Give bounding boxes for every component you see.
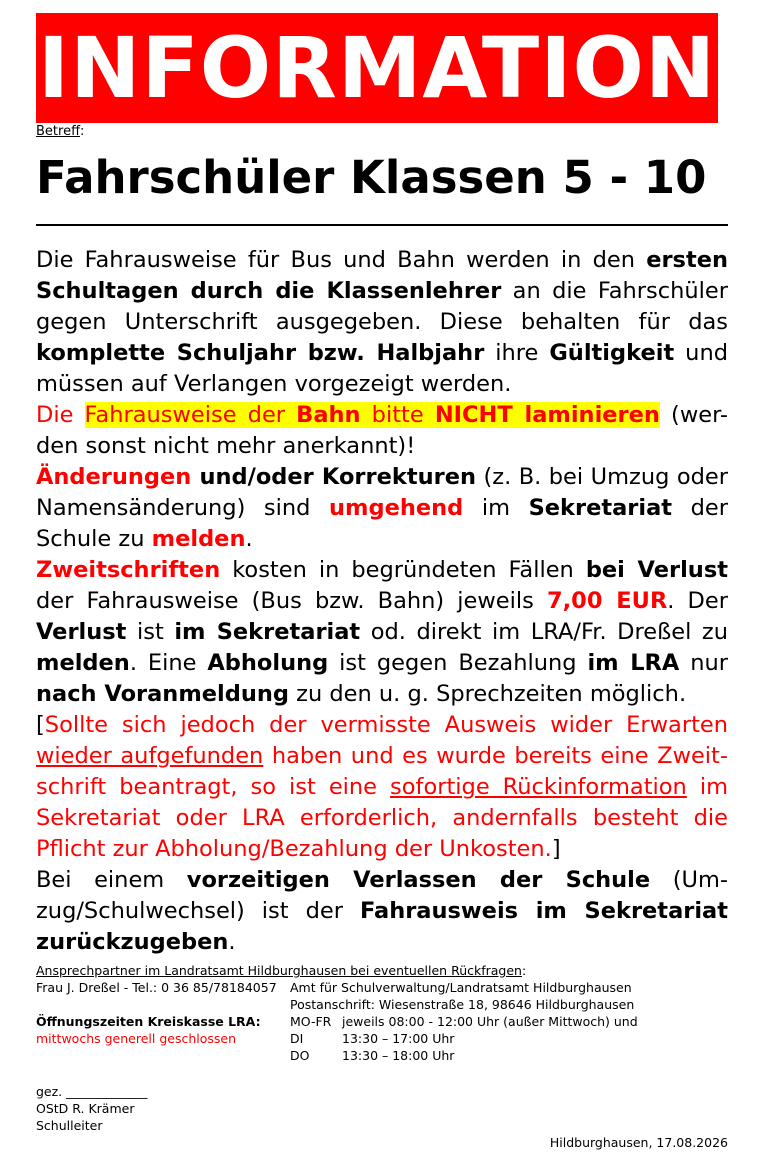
hours-row: DO 13:30 – 18:00 Uhr xyxy=(290,1048,455,1063)
information-banner: INFORMATION xyxy=(36,13,718,123)
closed-note: mittwochs generell geschlossen xyxy=(36,1031,237,1046)
paragraph-changes: Änderungen und/oder Korrekturen (z. B. bei Umzug oder Namensänderung) sind umgehend im Sekretariat der Schule zu melden. xyxy=(36,464,729,552)
paragraph-ticket-distribution: Die Fahrausweise für Bus und Bahn werden in den ersten Schultagen durch die Klassenlehrer an die Fahrschüler gegen Unterschrift ausgegeben. Diese behalten für das komplette Schuljahr bzw. Halbjahr ihre Gültigkeit und müssen auf Verlangen vorgezeigt werden. xyxy=(36,247,728,397)
paragraph-no-lamination: Die Fahrausweise der Bahn bitte NICHT laminieren (wer-den sonst nicht mehr anerkannt)! xyxy=(36,402,729,459)
signature-line: gez. _____________ xyxy=(36,1084,148,1099)
paragraph-early-leave: Bei einem vorzeitigen Verlassen der Schule (Um-zug/Schulwechsel) ist der Fahrausweis im Sekretariat zurückzugeben. xyxy=(36,867,729,955)
signatory-role: Schulleiter xyxy=(36,1118,103,1133)
contact-heading: Ansprechpartner im Landratsamt Hildburghausen bei eventuellen Rückfragen: xyxy=(36,963,527,978)
page-title: Fahrschüler Klassen 5 - 10 xyxy=(36,151,707,204)
contact-office: Amt für Schulverwaltung/Landratsamt Hildburghausen xyxy=(290,980,632,995)
paragraph-duplicates: Zweitschriften kosten in begründeten Fällen bei Verlust der Fahrausweise (Bus bzw. Bahn) jeweils 7,00 EUR. Der Verlust ist im Sekretariat od. direkt im LRA/Fr. Dreßel zu melden. Eine Abholung ist gegen Bezahlung im LRA nur nach Voranmeldung zu den u. g. Sprechzeiten möglich. xyxy=(36,557,728,707)
paragraph-found-again: [Sollte sich jedoch der vermisste Ausweis wider Erwarten wieder aufgefunden haben und es wurde bereits eine Zweit-schrift beantragt, so ist eine sofortige Rückinformation im Sekretariat oder LRA erforderlich, andernfalls besteht die Pflicht zur Abholung/Bezahlung der Unkosten.] xyxy=(36,712,729,862)
hours-row: MO-FR jeweils 08:00 - 12:00 Uhr (außer Mittwoch) und xyxy=(290,1014,638,1029)
notice-body xyxy=(36,245,728,958)
hours-row: DI 13:30 – 17:00 Uhr xyxy=(290,1031,455,1046)
contact-postal-address: Postanschrift: Wiesenstraße 18, 98646 Hildburghausen xyxy=(290,997,635,1012)
place-date: Hildburghausen, 17.08.2026 xyxy=(549,1135,728,1150)
betreff-label: Betreff: xyxy=(36,124,85,139)
opening-hours-label: Öffnungszeiten Kreiskasse LRA: xyxy=(36,1014,261,1029)
contact-block xyxy=(36,979,638,1064)
divider xyxy=(36,224,728,226)
contact-person: Frau J. Dreßel - Tel.: 0 36 85/78184057 xyxy=(36,980,277,995)
signatory-name: OStD R. Krämer xyxy=(36,1101,135,1116)
signature-block xyxy=(36,1083,147,1134)
